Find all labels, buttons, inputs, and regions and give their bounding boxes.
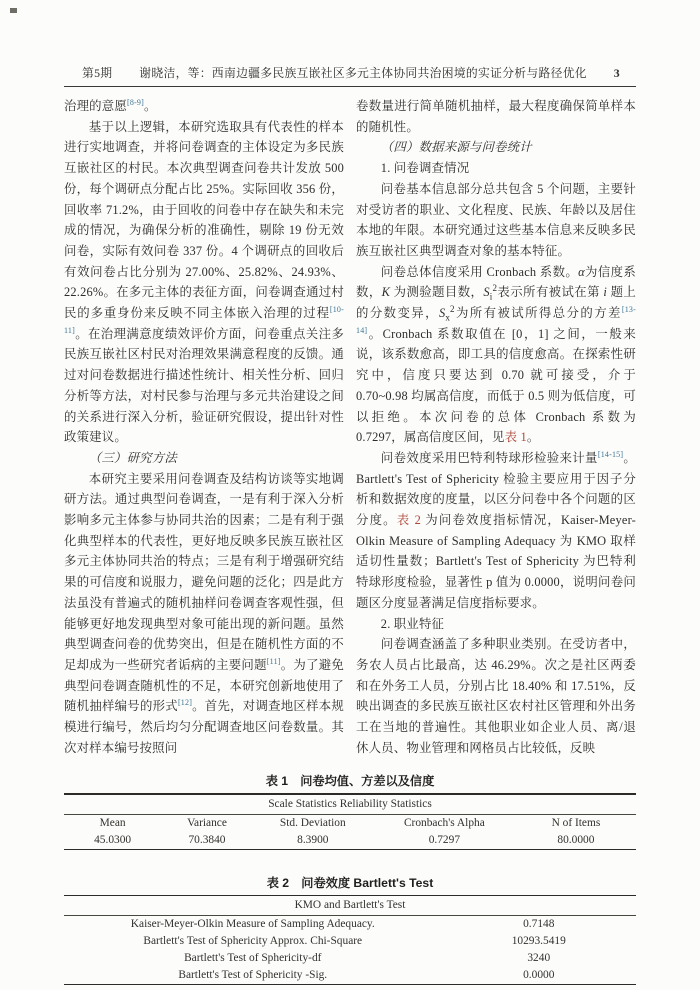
paragraph (64, 117, 344, 448)
text-segment: 。 (143, 99, 157, 113)
text-segment: 。在治理满意度绩效评价方面，问卷重点关注多民族互嵌社区村民对治理效果满意程度的反馈。通过对问卷数据进行描述性统计、相关性分析、回归分析等方法，对村民参与治理与多元共治建设之间的关系进行深入分析，验证研究假设，提出针对性政策建议。 (64, 326, 344, 445)
table2-row-value: 0.0000 (523, 969, 555, 981)
text-segment: α (578, 264, 585, 279)
text-segment: 为测验题目数， (390, 285, 484, 300)
paragraph (356, 262, 636, 448)
paragraph (64, 96, 344, 117)
table2-row (64, 950, 636, 967)
table1-subtitle: Scale Statistics Reliability Statistics (64, 794, 636, 815)
text-segment: K (381, 285, 391, 300)
table-cross-ref: 表 1 (504, 430, 527, 445)
citation-ref: [10-11] (64, 304, 344, 335)
table2-row-value: 10293.5419 (511, 935, 566, 947)
table-cross-ref: 表 2 (396, 513, 421, 528)
text-segment: 卷数量进行简单随机抽样，最大程度确保简单样本的随机性。 (356, 99, 636, 134)
table1-value-cell: 0.7297 (428, 834, 461, 846)
text-segment: 为信度系数， (356, 264, 636, 300)
table2-caption: 表 2 问卷效度 Bartlett's Test (266, 875, 434, 890)
issue-number: 第5期 (82, 66, 113, 80)
paragraph (356, 179, 636, 262)
table2-row (64, 915, 636, 933)
text-segment: 问卷总体信度采用 Cronbach 系数。 (380, 264, 579, 279)
citation-ref: [8-9] (126, 97, 144, 107)
table2 (64, 895, 636, 985)
table1-header-cell: N of Items (551, 817, 601, 829)
table1-header-row (64, 814, 636, 832)
paragraph (356, 137, 636, 158)
scan-artifact (10, 8, 17, 13)
text-segment: 问卷效度采用巴特利特球形检验来计量 (380, 450, 598, 465)
text-segment: 问卷基本信息部分总共包含 5 个问题，主要针对受访者的职业、文化程度、民族、年龄以及居住本地的年限。本研究通过这些基本信息来反映多民族互嵌社区典型调查对象的基本特征。 (356, 181, 636, 258)
table1-caption: 表 1 问卷均值、方差以及信度 (265, 773, 435, 788)
text-segment: S (483, 285, 490, 300)
right-column (356, 96, 636, 759)
text-segment: （三）研究方法 (88, 450, 177, 465)
table2-row-label: Bartlett's Test of Sphericity-df (184, 952, 322, 964)
table2-row (64, 967, 636, 985)
citation-ref: [11] (266, 656, 281, 666)
table1-header-cell: Mean (99, 817, 126, 829)
paragraph (356, 634, 636, 758)
text-segment: 2 (492, 283, 498, 294)
table2-subtitle: KMO and Bartlett's Test (64, 895, 636, 915)
table1-value-row (64, 832, 636, 850)
text-segment: 为所有被试所得总分的方差 (454, 306, 622, 321)
text-segment: 2. 职业特征 (380, 616, 445, 631)
table1-value-cell: 45.0300 (94, 834, 132, 846)
table2-row-value: 0.7148 (523, 918, 555, 930)
text-segment: 1. 问卷调查情况 (380, 161, 470, 176)
text-segment: 题上的分数变异， (356, 285, 636, 321)
table1 (64, 793, 636, 850)
page (64, 64, 636, 985)
text-segment: 。 (526, 430, 540, 445)
text-segment: 。为了避免典型问卷调查随机性的不足，本研究创新地使用了随机抽样编号的形式 (64, 657, 344, 714)
table1-header-cell: Variance (187, 817, 227, 829)
text-segment: 为问卷效度指标情况，Kaiser-Meyer-Olkin Measure of Sampling Adequacy 为 KMO 取样适切性量数；Bartlett's Test of Sphericity 为巴特利特球形度检验，显著性 p 值为 0.0000，说明问卷问题区分度显著满足信度指标要求。 (356, 513, 636, 610)
citation-ref: [13-14] (356, 304, 636, 335)
table2-subtitle-row (64, 895, 636, 915)
text-columns (64, 96, 636, 759)
text-segment: 。Bartlett's Test of Sphericity 检验主要应用于因子分析和数据效度的度量，以区分问卷中各个问题的区分度。 (356, 450, 636, 528)
text-segment: （四）数据来源与问卷统计 (380, 140, 532, 155)
paragraph (356, 614, 636, 635)
text-segment: 。首先，对调查地区样本规模进行编号，然后均匀分配调查地区问卷数量。其次对样本编号按照问 (64, 699, 344, 755)
left-column (64, 96, 344, 759)
running-title: 谢晓洁，等：西南边疆多民族互嵌社区多元主体协同共治困境的实证分析与路径优化 (139, 66, 587, 80)
page-header (64, 64, 636, 81)
text-segment: i (489, 291, 493, 302)
paragraph (64, 469, 344, 759)
table1-header-cell: Std. Deviation (279, 817, 346, 829)
text-segment: 基于以上逻辑，本研究选取具有代表性的样本进行实地调查，并将问卷调查的主体设定为多民族互嵌社区的村民。本次典型调查问卷共计发放 500 份，每个调研点分配占比 25%。实际回收 356 份，回收率 71.2%，由于回收的问卷中存在缺失和未完成的情况，为确保分析的准确性，剔除 19 份无效问卷，实际有效问卷 337 份。4 个调研点的回收后有效问卷占比分别为 27.00%、25.82%、24.93%、22.26%。在多元主体的表征方面，问卷调查通过村民的多重身份来反映不同主体嵌入治理的过程 (64, 119, 344, 321)
table2-row-label: Bartlett's Test of Sphericity Approx. Chi-Square (143, 935, 363, 947)
table1-value-cell: 8.3900 (297, 834, 329, 846)
text-segment: 治理的意愿 (64, 99, 127, 113)
table2-row-label: Bartlett's Test of Sphericity -Sig. (178, 969, 328, 981)
table1-header-cell: Cronbach's Alpha (403, 817, 485, 829)
header-rule (64, 86, 636, 87)
text-segment: i (603, 285, 608, 300)
text-segment: 2 (450, 303, 455, 314)
page-number: 3 (613, 66, 620, 80)
text-segment: 。Cronbach 系数取值在 [0，1] 之间，一般来说，该系数愈高，即工具的信度愈高。在探索性研究中，信度只要达到 0.70 就可接受，介于 0.70~0.98 均属高信度，而低于 0.5 则为低信度，可以拒绝。本次问卷的总体 Cronbach 系数为 0.7297，属高信度区间，见 (356, 326, 636, 445)
text-segment: 表示所有被试在第 (497, 285, 604, 300)
citation-ref: [12] (177, 698, 193, 708)
table1-subtitle-row (64, 794, 636, 815)
table2-row (64, 933, 636, 950)
table2-body (64, 895, 636, 984)
text-segment: x (445, 312, 451, 323)
paragraph (64, 448, 344, 469)
table1-value-cell: 80.0000 (557, 834, 595, 846)
table1-value-cell: 70.3840 (188, 834, 226, 846)
text-segment: 问卷调查涵盖了多种职业类别。在受访者中，务农人员占比最高，达 46.29%。次之是社区两委和在外务工人员，分别占比 18.40% 和 17.51%，反映出调查的多民族互嵌社区农村社区管理和外出务工在当地的普遍性。其他职业如企业人员、离/退休人员、物业管理和网格员占比较低，反映 (356, 637, 636, 755)
paragraph (356, 448, 636, 614)
table2-row-label: Kaiser-Meyer-Olkin Measure of Sampling Adequacy. (130, 918, 375, 930)
text-segment: S (438, 306, 446, 321)
citation-ref: [14-15] (597, 449, 624, 459)
paragraph (356, 96, 636, 137)
table2-row-value: 3240 (527, 952, 551, 964)
paragraph (356, 158, 636, 179)
text-segment: 本研究主要采用问卷调查及结构访谈等实地调研方法。通过典型问卷调查，一是有利于深入分析影响多元主体参与协同共治的因素；二是有利于强化典型样本的代表性，更好地反映多民族互嵌社区多元主体协同共治的特点；三是有利于增强研究结果的可信度和说服力，避免问题的泛化；四是此方法虽没有普遍式的随机抽样问卷调查客观性强，但能够更好地发现典型对象可能出现的新问题。虽然典型调查问卷的优势突出，但是在随机性方面的不足却成为一些研究者诟病的主要问题 (64, 471, 344, 672)
